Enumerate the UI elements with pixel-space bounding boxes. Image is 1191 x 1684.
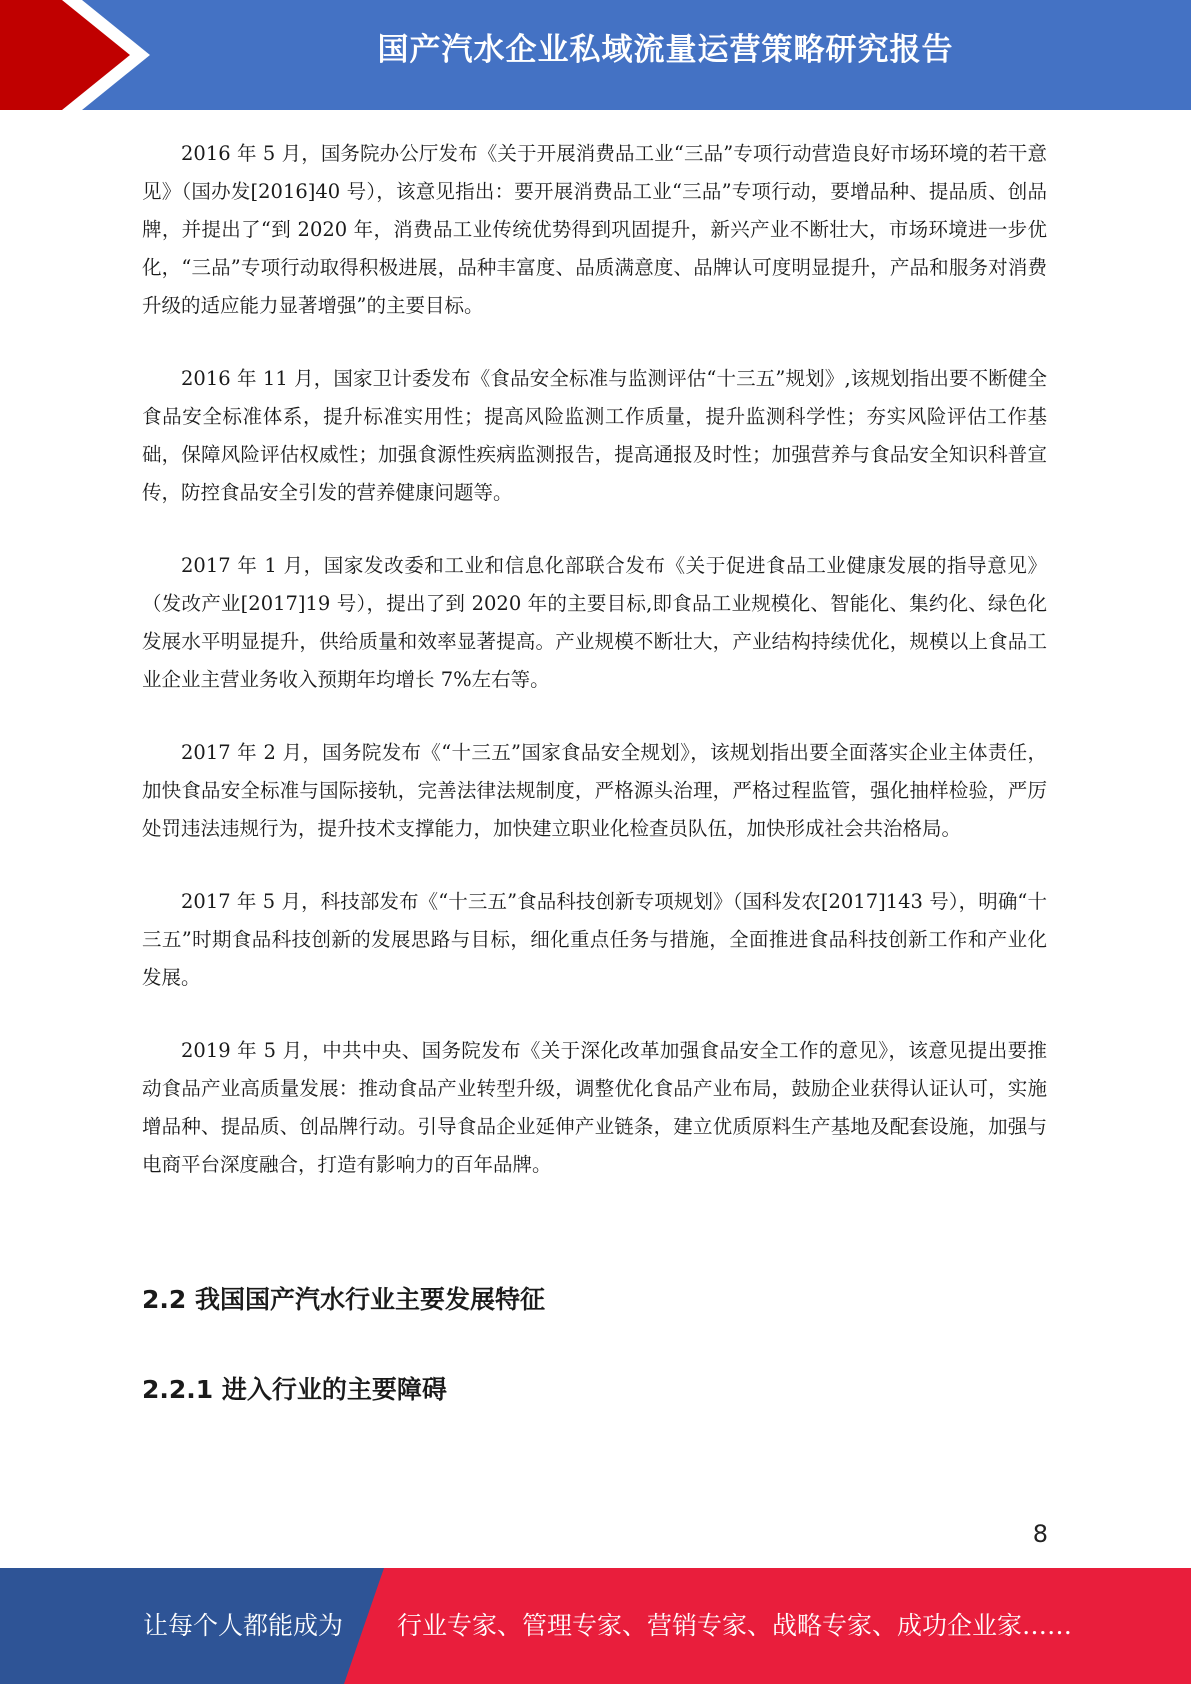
header-arrow-decoration: [0, 0, 160, 110]
paragraph-2017-05: 2017 年 5 月，科技部发布《“十三五”食品科技创新专项规划》（国科发农[2017]143 号），明确“十三五”时期食品科技创新的发展思路与目标，细化重点任务与措施，全面推进食品科技创新工作和产业化发展。: [142, 890, 1047, 989]
paragraph-2016-05: 2016 年 5 月，国务院办公厅发布《关于开展消费品工业“三品”专项行动营造良好市场环境的若干意见》（国办发[2016]40 号），该意见指出：要开展消费品工业“三品”专项行动，要增品种、提品质、创品牌，并提出了“到 2020 年，消费品工业传统优势得到巩固提升，新兴产业不断壮大，市场环境进一步优化，“三品”专项行动取得积极进展，品种丰富度、品质满意度、品牌认可度明显提升，产品和服务对消费升级的适应能力显著增强”的主要目标。: [142, 142, 1047, 317]
subsection-heading: 2.2.1 进入行业的主要障碍: [142, 1375, 447, 1404]
paragraph-2017-02: 2017 年 2 月，国务院发布《“十三五”国家食品安全规划》，该规划指出要全面落实企业主体责任，加快食品安全标准与国际接轨，完善法律法规制度，严格源头治理，严格过程监管，强化抽样检验，严厉处罚违法违规行为，提升技术支撑能力，加快建立职业化检查员队伍，加快形成社会共治格局。: [142, 741, 1047, 840]
paragraph-2016-11: 2016 年 11 月，国家卫计委发布《食品安全标准与监测评估“十三五”规划》,该规划指出要不断健全食品安全标准体系，提升标准实用性；提高风险监测工作质量，提升监测科学性；夯实风险评估工作基础，保障风险评估权威性；加强食源性疾病监测报告，提高通报及时性；加强营养与食品安全知识科普宣传，防控食品安全引发的营养健康问题等。: [142, 367, 1047, 504]
page-footer: [0, 1568, 1191, 1684]
page-number: 8: [1032, 1520, 1048, 1548]
page-header: [0, 0, 1191, 110]
paragraph-2019-05: 2019 年 5 月，中共中央、国务院发布《关于深化改革加强食品安全工作的意见》，该意见提出要推动食品产业高质量发展：推动食品产业转型升级，调整优化食品产业布局，鼓励企业获得认证认可，实施增品种、提品质、创品牌行动。引导食品企业延伸产业链条，建立优质原料生产基地及配套设施，加强与电商平台深度融合，打造有影响力的百年品牌。: [142, 1039, 1047, 1176]
section-heading: 2.2 我国国产汽水行业主要发展特征: [142, 1285, 545, 1314]
report-title: 国产汽水企业私域流量运营策略研究报告: [377, 32, 954, 68]
paragraph-2017-01: 2017 年 1 月，国家发改委和工业和信息化部联合发布《关于促进食品工业健康发展的指导意见》（发改产业[2017]19 号），提出了到 2020 年的主要目标,即食品工业规模化、智能化、集约化、绿色化发展水平明显提升，供给质量和效率显著提高。产业规模不断壮大，产业结构持续优化，规模以上食品工业企业主营业务收入预期年均增长 7%左右等。: [142, 554, 1047, 691]
footer-slogan-left: 让每个人都能成为: [143, 1611, 344, 1640]
footer-slogan-right: 行业专家、管理专家、营销专家、战略专家、成功企业家……: [397, 1611, 1073, 1640]
document-body: [142, 135, 1047, 1219]
